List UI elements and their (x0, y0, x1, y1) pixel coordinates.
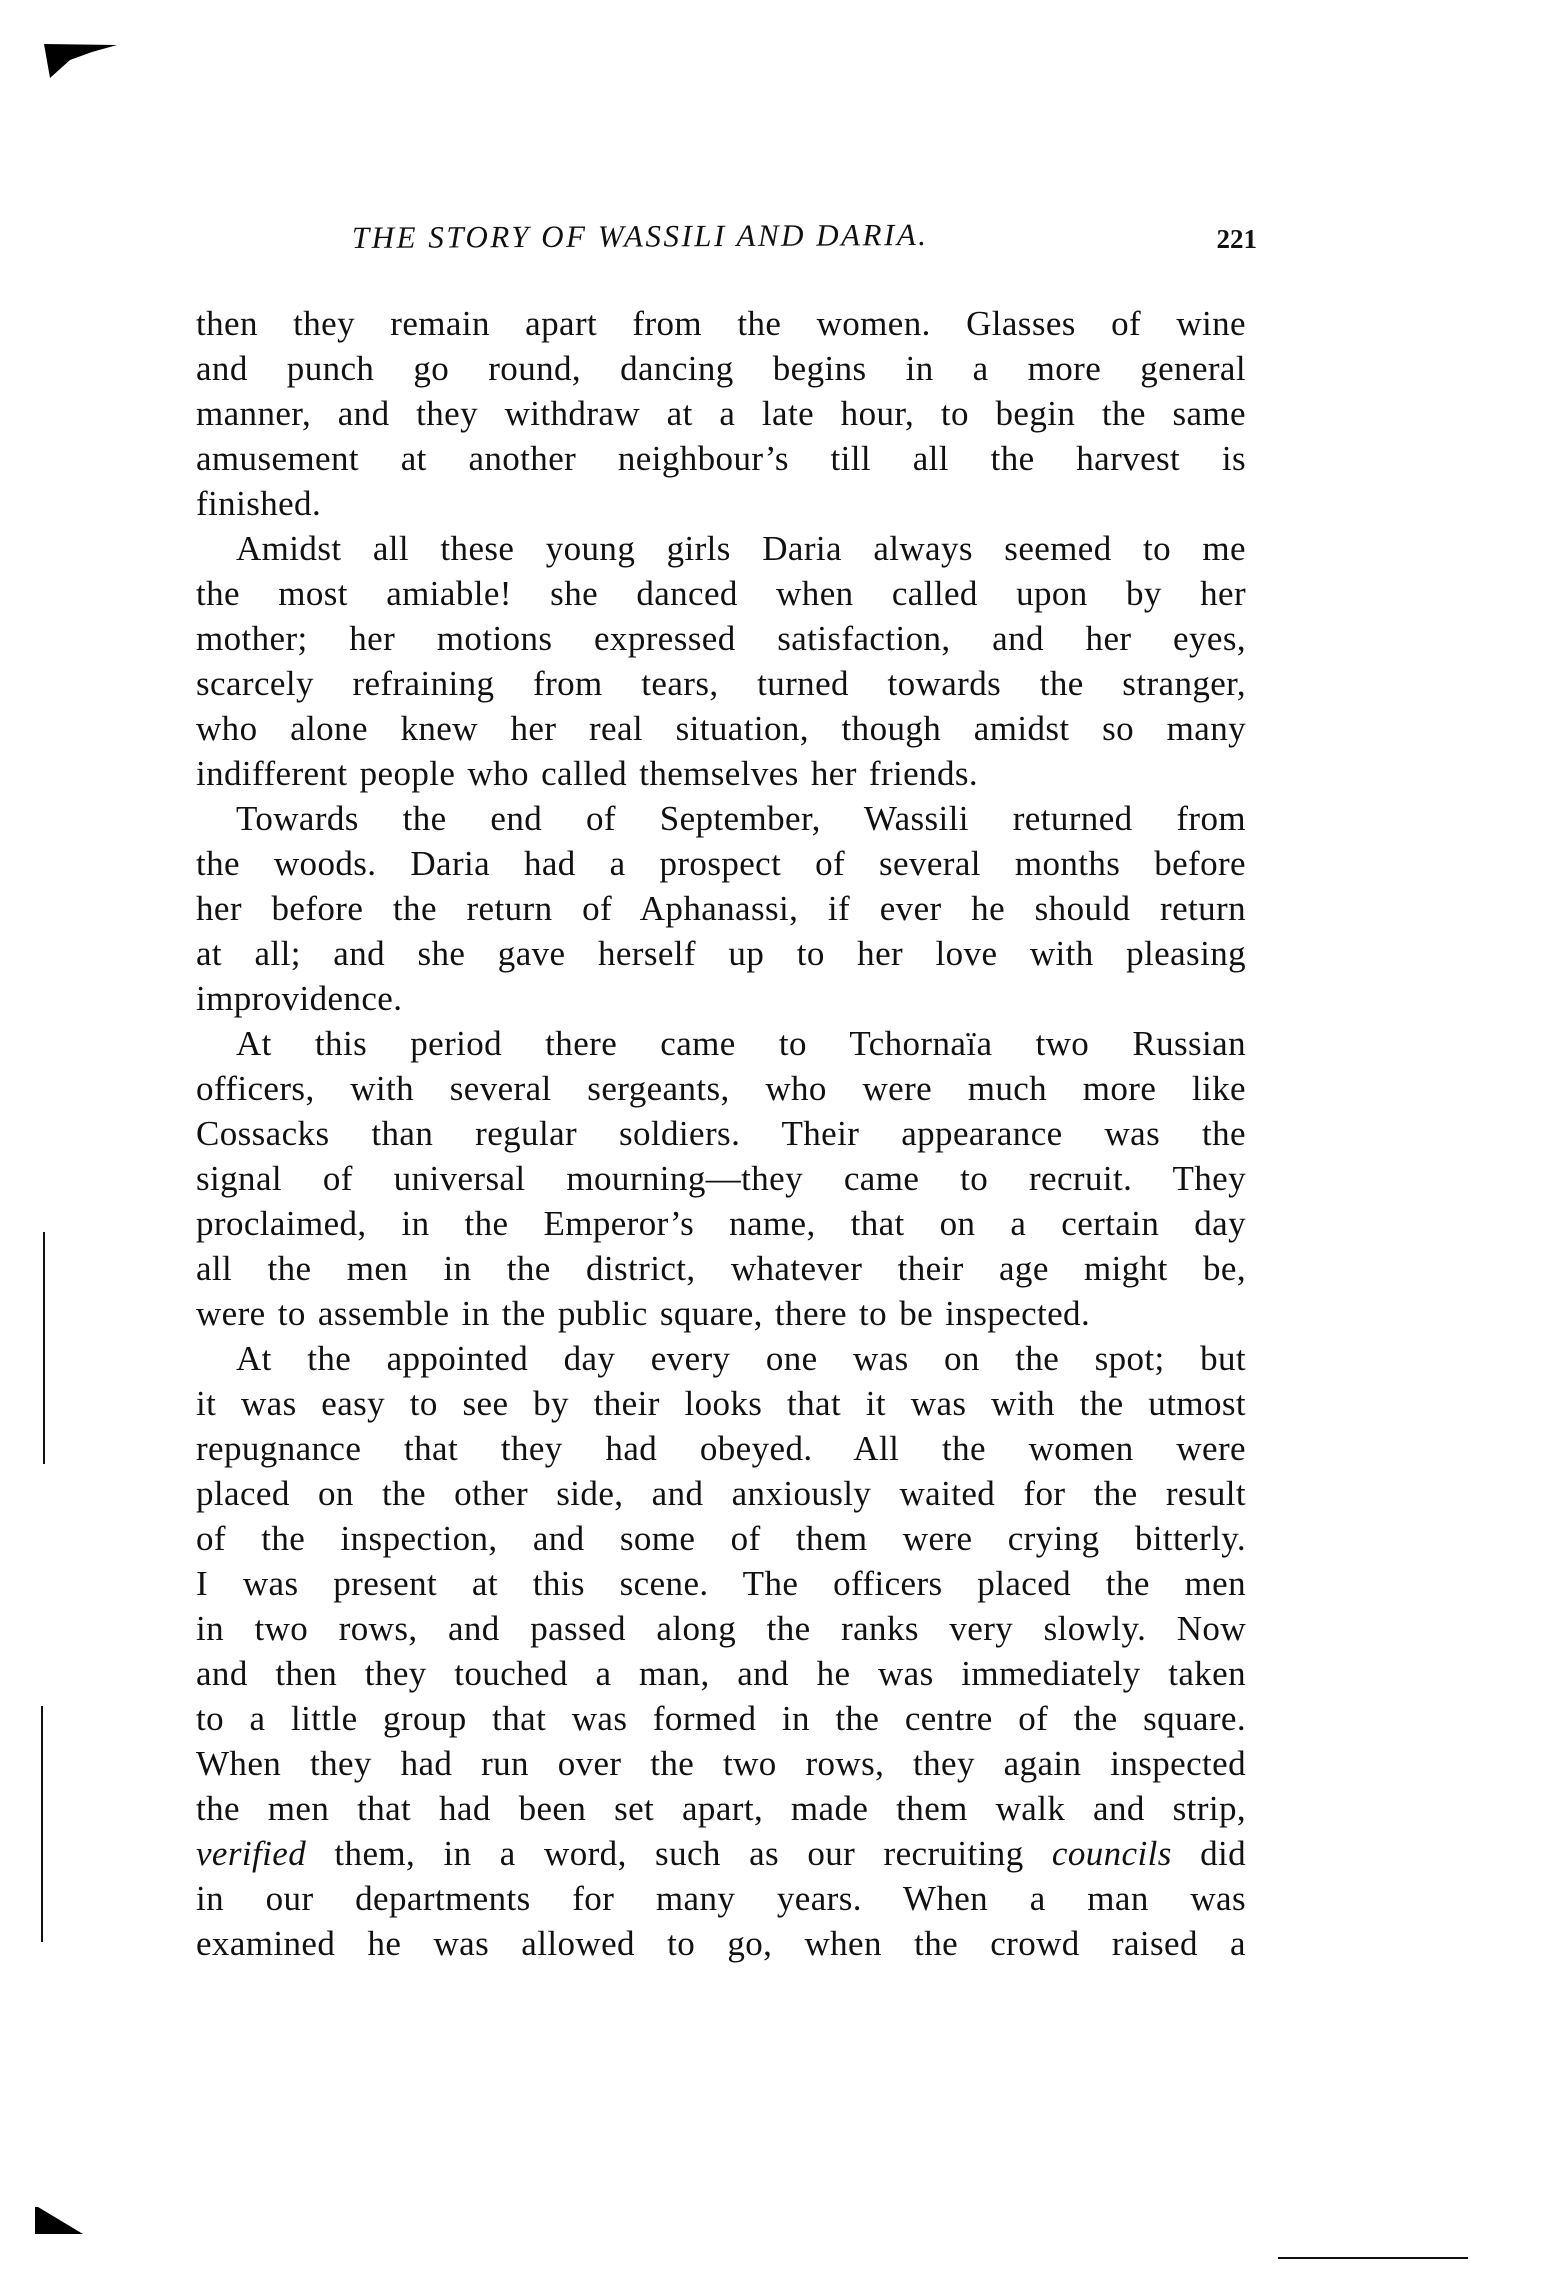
text-line: the men that had been set apart, made them walk and strip, (196, 1789, 1246, 1828)
text-line: the woods. Daria had a prospect of several months before (196, 844, 1246, 883)
text-line: officers, with several sergeants, who were much more like (196, 1069, 1246, 1108)
text-line: in our departments for many years. When a man was (196, 1879, 1246, 1918)
text-line: and then they touched a man, and he was immediately taken (196, 1654, 1246, 1693)
text-line: amusement at another neighbour’s till all the harvest is (196, 439, 1246, 478)
text-segment: did (1171, 1834, 1247, 1873)
text-line (196, 1831, 1246, 1876)
text-line: it was easy to see by their looks that it was with the utmost (196, 1384, 1246, 1423)
text-line: of the inspection, and some of them were crying bitterly. (196, 1519, 1246, 1558)
text-line: examined he was allowed to go, when the crowd raised a (196, 1924, 1246, 1963)
running-title: THE STORY OF WASSILI AND DARIA. (351, 216, 929, 255)
text-line: At this period there came to Tchornaïa two Russian (236, 1024, 1246, 1063)
paragraph (196, 301, 1246, 526)
text-line: in two rows, and passed along the ranks very slowly. Now (196, 1609, 1246, 1648)
paragraph (196, 1021, 1246, 1336)
text-line: When they had run over the two rows, they again inspected (196, 1744, 1246, 1783)
text-segment: them, in a word, such as our recruiting (306, 1834, 1052, 1873)
page-body (196, 301, 1246, 1966)
text-line: then they remain apart from the women. Glasses of wine (196, 304, 1246, 343)
text-line: her before the return of Aphanassi, if ever he should return (196, 889, 1246, 928)
text-line: scarcely refraining from tears, turned towards the stranger, (196, 664, 1246, 703)
footer-rule (1278, 2257, 1468, 2259)
margin-bar-lower (41, 1706, 43, 1942)
margin-bar-upper (43, 1232, 45, 1464)
text-line: indifferent people who called themselves her friends. (196, 754, 979, 793)
top-left-crop-mark-icon (0, 0, 130, 90)
text-line: manner, and they withdraw at a late hour, to begin the same (196, 394, 1246, 433)
paragraph (196, 526, 1246, 796)
text-line: proclaimed, in the Emperor’s name, that on a certain day (196, 1204, 1246, 1243)
text-line: at all; and she gave herself up to her love with pleasing (196, 934, 1246, 973)
text-line: repugnance that they had obeyed. All the women were (196, 1429, 1246, 1468)
italic-word: verified (196, 1834, 307, 1873)
paragraph (196, 796, 1246, 1021)
text-line: all the men in the district, whatever their age might be, (196, 1249, 1246, 1288)
running-header (352, 218, 1257, 262)
text-line: placed on the other side, and anxiously waited for the result (196, 1474, 1246, 1513)
page-number: 221 (1216, 224, 1257, 254)
text-line: Cossacks than regular soldiers. Their appearance was the (196, 1114, 1246, 1153)
text-line: were to assemble in the public square, there to be inspected. (196, 1294, 1091, 1333)
paragraph (196, 1336, 1246, 1966)
text-line: to a little group that was formed in the centre of the square. (196, 1699, 1246, 1738)
text-line: I was present at this scene. The officers placed the men (196, 1564, 1246, 1603)
text-line: who alone knew her real situation, though amidst so many (196, 709, 1246, 748)
text-line: Towards the end of September, Wassili returned from (236, 799, 1246, 838)
italic-word: councils (1051, 1834, 1172, 1873)
text-line: At the appointed day every one was on the spot; but (236, 1339, 1246, 1378)
text-line: finished. (196, 484, 322, 523)
bottom-left-crop-mark-icon (0, 2195, 100, 2245)
text-line: improvidence. (196, 979, 403, 1018)
text-line: and punch go round, dancing begins in a more general (196, 349, 1246, 388)
text-line: Amidst all these young girls Daria always seemed to me (236, 529, 1246, 568)
text-line: the most amiable! she danced when called upon by her (196, 574, 1246, 613)
text-line: signal of universal mourning—they came to recruit. They (196, 1159, 1246, 1198)
text-line: mother; her motions expressed satisfaction, and her eyes, (196, 619, 1246, 658)
